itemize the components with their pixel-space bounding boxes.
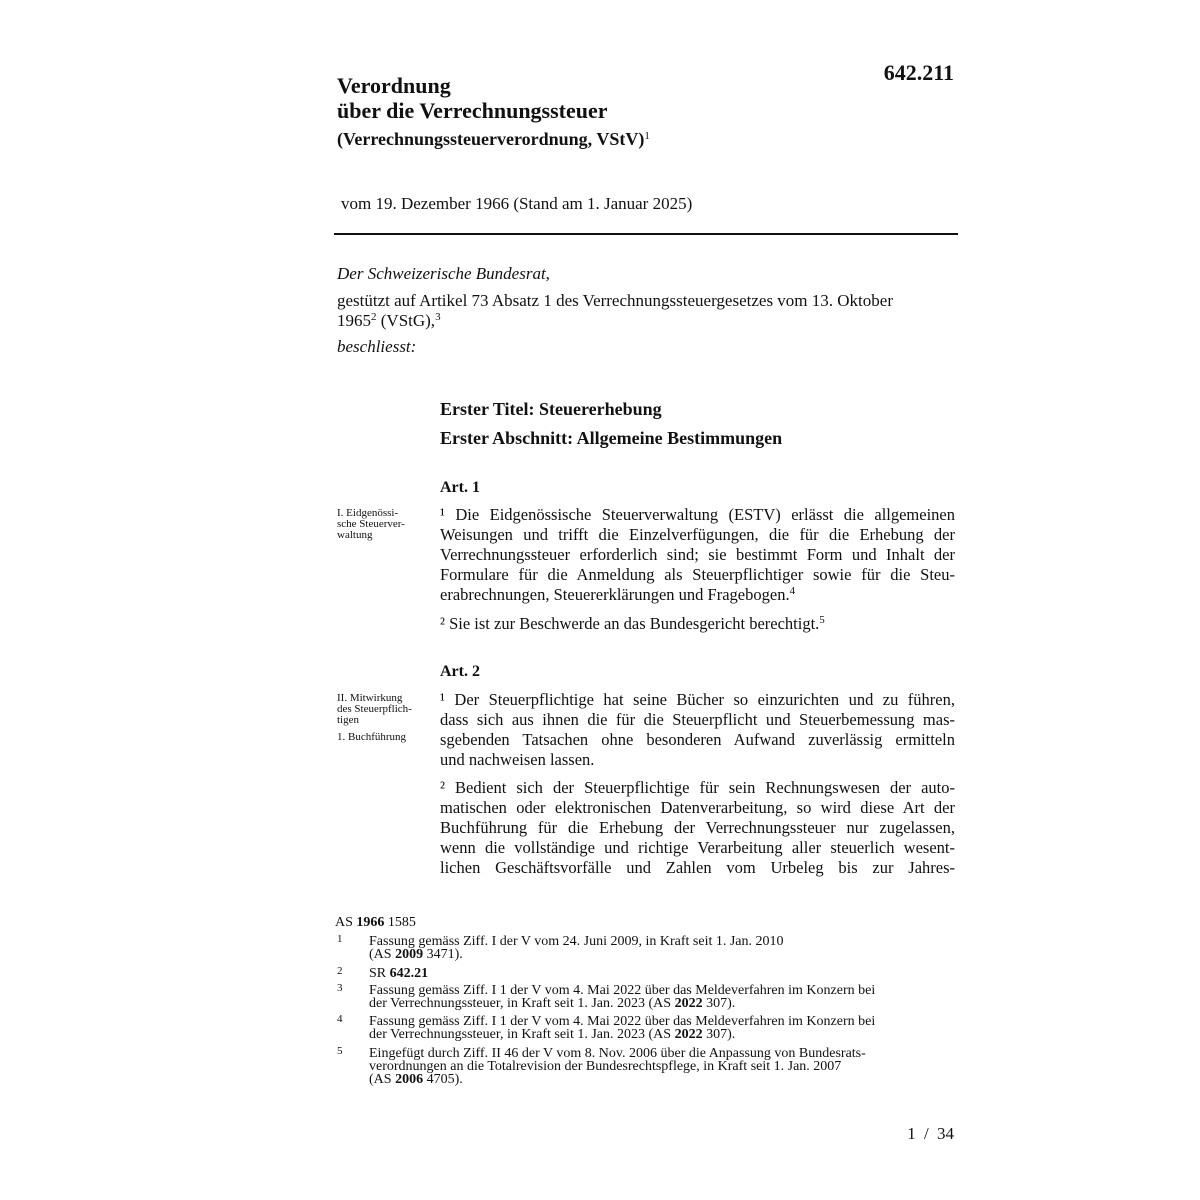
footnote-ref-5[interactable]: 5 [819, 614, 825, 626]
article-2-margin-note [337, 693, 433, 743]
sr-number: 642.211 [883, 60, 954, 85]
header-divider [334, 233, 958, 235]
text-line: wenn die vollständige und richtige Verarbeitung aller steuerlich wesent- [440, 838, 955, 857]
preamble-body: Der Schweizerische Bundesrat, [337, 264, 550, 283]
document-subtitle [337, 129, 650, 150]
fn-bold: 642.21 [389, 966, 429, 981]
footnote-number: 3 [337, 982, 343, 994]
fn-text: 4705). [423, 1072, 463, 1087]
text-line: dass sich aus ihnen die für die Steuerpflicht und Steuerbemessung mas- [440, 710, 955, 729]
as-page: 1585 [384, 915, 416, 930]
as-prefix: AS [335, 915, 357, 930]
fn-bold: 2009 [395, 947, 424, 962]
fn-text: (AS [369, 947, 396, 962]
footnote-line [369, 948, 957, 961]
text-line: Formulare für die Anmeldung als Steuerpflichtiger sowie für die Steu- [440, 565, 955, 584]
text-line: lichen Geschäftsvorfälle und Zahlen vom Urbeleg bis zur Jahres- [440, 858, 955, 877]
text-line: Verrechnungssteuer erforderlich sind; sie bestimmt Form und Inhalt der [440, 545, 955, 564]
article-1-paragraph-2 [440, 614, 955, 634]
footnote-line [369, 1028, 957, 1041]
section-heading: Erster Abschnitt: Allgemeine Bestimmungen [440, 428, 783, 448]
preamble-basis-line-2 [337, 311, 957, 331]
text-line: ² Bedient sich der Steuerpflichtige für sein Rechnungswesen der auto- [440, 778, 955, 797]
page-number: 1 / 34 [907, 1124, 954, 1143]
footnote-line: Eingefügt durch Ziff. II 46 der V vom 8. Nov. 2006 über die Anpassung von Bundesrats- [369, 1046, 866, 1061]
fn-text: 3471). [423, 947, 463, 962]
footnote-number: 2 [337, 965, 343, 977]
text-line: Buchführung für die Erhebung der Verrechnungssteuer nur zugelassen, [440, 818, 955, 837]
text-line-content: erabrechnungen, Steuererklärungen und Fragebogen. [440, 585, 790, 604]
text-line: und nachweisen lassen. [440, 750, 595, 769]
footnote-ref-1[interactable]: 1 [644, 130, 650, 142]
document-date: vom 19. Dezember 1966 (Stand am 1. Januar 2025) [341, 194, 693, 213]
margin-line: des Steuerpflich- [337, 703, 412, 715]
footnote-line: Fassung gemäss Ziff. I 1 der V vom 4. Mai 2022 über das Meldeverfahren im Konzern bei [369, 983, 876, 998]
fn-bold: 2022 [674, 996, 703, 1011]
margin-line: sche Steuerver- [337, 518, 405, 530]
footnote-2 [337, 967, 957, 980]
footnote-number: 4 [337, 1013, 343, 1025]
article-2-paragraph-1 [440, 690, 955, 770]
text-line: matischen oder elektronischen Datenverarbeitung, so wird diese Art der [440, 798, 955, 817]
fn-text: der Verrechnungssteuer, in Kraft seit 1. Jan. 2023 (AS [369, 1027, 675, 1042]
margin-subheading: 1. Buchführung [337, 731, 407, 743]
text-line-content: ² Sie ist zur Beschwerde an das Bundesgericht berechtigt. [440, 614, 820, 633]
fn-text: 307). [702, 996, 736, 1011]
title-heading: Erster Titel: Steuererhebung [440, 399, 662, 419]
article-2-paragraph-2 [440, 778, 955, 878]
margin-line: II. Mitwirkung [337, 692, 403, 704]
fn-text: der Verrechnungssteuer, in Kraft seit 1. Jan. 2023 (AS [369, 996, 675, 1011]
title-line-2: über die Verrechnungssteuer [337, 98, 608, 123]
footnote-line [369, 997, 957, 1010]
footnote-line [369, 967, 957, 980]
text-line: ¹ Der Steuerpflichtige hat seine Bücher so einzurichten und zu führen, [440, 690, 955, 709]
preamble-basis-line: gestützt auf Artikel 73 Absatz 1 des Verrechnungssteuergesetzes vom 13. Oktober [337, 291, 893, 310]
text-line [440, 614, 955, 634]
official-compilation-ref [335, 915, 416, 931]
footnote-ref-2[interactable]: 2 [371, 311, 377, 323]
margin-line: waltung [337, 529, 373, 541]
footnote-4 [337, 1015, 957, 1041]
margin-line: tigen [337, 714, 359, 726]
article-1-heading: Art. 1 [440, 479, 480, 496]
article-2-heading: Art. 2 [440, 663, 480, 680]
footnote-line: verordnungen an die Totalrevision der Bundesrechtspflege, in Kraft seit 1. Jan. 2007 [369, 1059, 842, 1074]
document-title [337, 73, 608, 123]
footnote-5 [337, 1047, 957, 1086]
preamble-decides: beschliesst: [337, 337, 417, 356]
fn-bold: 2022 [674, 1027, 703, 1042]
subtitle-text: (Verrechnungssteuerverordnung, VStV) [337, 129, 645, 149]
text-line: Weisungen und trifft die Einzelverfügungen, die für die Erhebung der [440, 525, 955, 544]
article-1-paragraph-1 [440, 505, 955, 605]
text-line [440, 585, 955, 605]
text-line: ¹ Die Eidgenössische Steuerverwaltung (ESTV) erlässt die allgemeinen [440, 505, 955, 524]
fn-text: (AS [369, 1072, 396, 1087]
footnote-ref-4[interactable]: 4 [789, 585, 796, 597]
article-1-margin-note [337, 508, 433, 541]
footnote-3 [337, 984, 957, 1010]
fn-text: SR [369, 966, 390, 981]
footnote-line [369, 1073, 957, 1086]
margin-line: I. Eidgenössi- [337, 507, 399, 519]
footnote-1 [337, 935, 957, 961]
fn-bold: 2006 [395, 1072, 424, 1087]
preamble-basis [337, 291, 957, 331]
footnote-number: 5 [337, 1045, 343, 1057]
footnote-line: Fassung gemäss Ziff. I 1 der V vom 4. Mai 2022 über das Meldeverfahren im Konzern bei [369, 1014, 876, 1029]
footnote-line: Fassung gemäss Ziff. I der V vom 24. Juni 2009, in Kraft seit 1. Jan. 2010 [369, 934, 784, 949]
text-line: sgebenden Tatsachen ohne besonderen Aufwand zuverlässig ermitteln [440, 730, 955, 749]
title-line-1: Verordnung [337, 73, 451, 98]
footnote-ref-3[interactable]: 3 [435, 311, 441, 323]
as-year: 1966 [356, 915, 385, 930]
fn-text: 307). [702, 1027, 736, 1042]
footnote-number: 1 [337, 933, 343, 945]
basis-rest: (VStG), [376, 311, 436, 330]
basis-year: 1965 [337, 311, 371, 330]
